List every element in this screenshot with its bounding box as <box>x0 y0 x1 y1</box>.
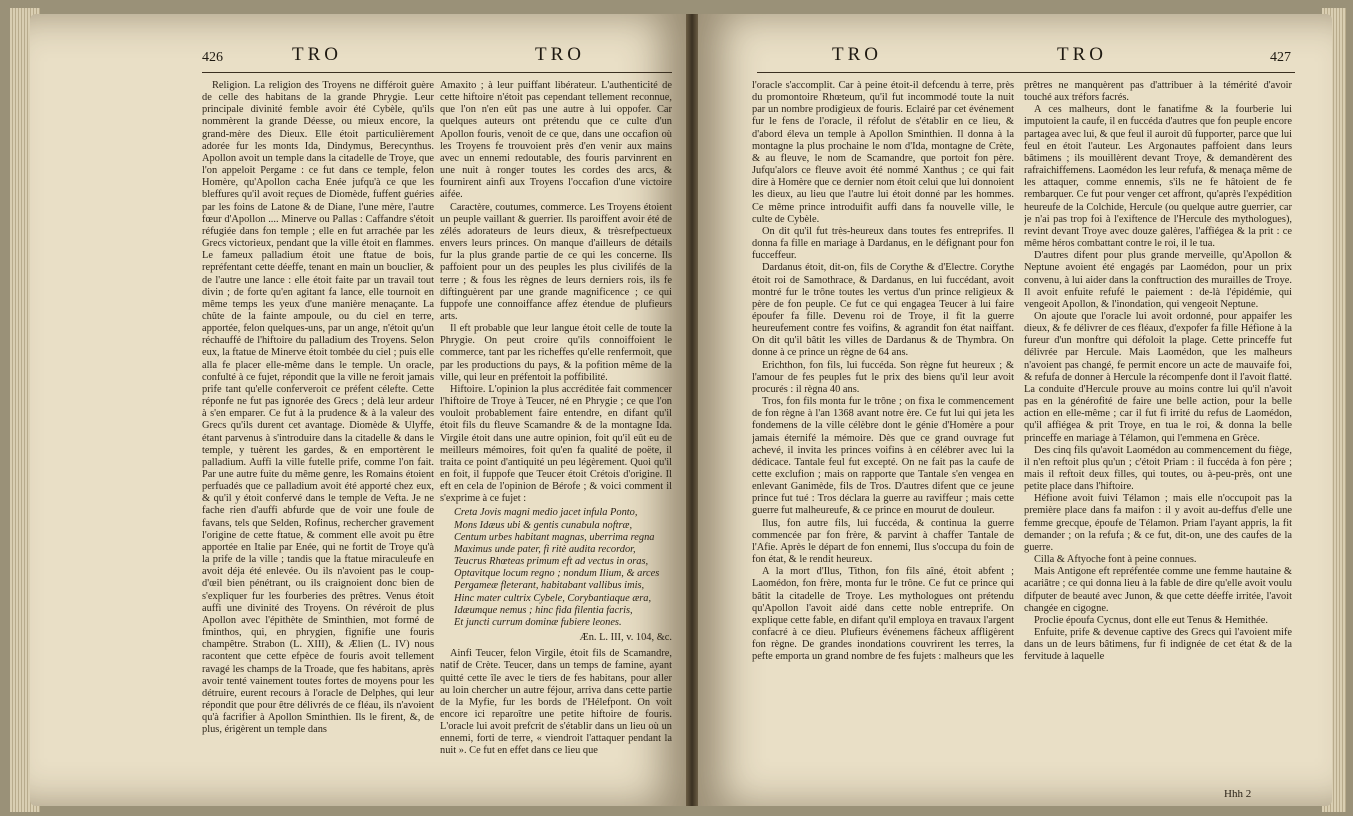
left-header-rule <box>202 72 672 73</box>
paragraph: Enfuite, prife & devenue captive des Grecs qui l'avoient mife dans un de leurs bâtimens, fur fi indignée de cet état & de la fervitude à laquelle <box>1024 627 1292 663</box>
verse-line: Hinc mater cultrix Cybele, Corybantiaque æra, <box>454 592 652 604</box>
left-page-number: 426 <box>202 50 223 65</box>
paragraph: Des cinq fils qu'avoit Laomédon au commencement du fiège, il n'en reftoit plus qu'un ; c'étoit Priam : il fuccéda à fon père ; mais il reftoit deux filles, qui toutes, ou à-peu-près, ont une petite place dans l'hiftoire. <box>1024 444 1292 493</box>
right-column-2 <box>1024 80 1292 790</box>
left-header-col1: TRO <box>292 44 342 65</box>
right-page-number: 427 <box>1270 50 1291 65</box>
verse-line: Teucrus Rhœteas primum eft ad vectus in oras, <box>454 556 649 568</box>
paragraph: Erichthon, fon fils, lui fuccéda. Son règne fut heureux ; & l'amour de fes peuples fut le prix des biens qu'il leur avoit procurés : il règna 40 ans. <box>752 359 1014 395</box>
signature-mark: Hhh 2 <box>1224 788 1252 800</box>
paragraph: Il eft probable que leur langue étoit celle de toute la Phrygie. On peut croire qu'ils connoiffoient le commerce, tant par les richeffes qu'elle renfermoit, que par les productions du pays, & la pofition même de la ville, qui leur en préfentoit la poffibilité. <box>440 323 672 383</box>
paragraph: Tros, fon fils monta fur le trône ; on fixa le commencement de fon règne à l'an 1368 avant notre ère. Ce fut lui qui jeta les fondemens de la ville célèbre dont le génie d'Homère a pour jamais éternifé la mémoire. Dès que ce grand ouvrage fut achevé, il invita les princes voifins à en célébrer avec lui la dédicace. Tantale feul fut excepté. On ne fait pas la caufe de cette exclufion ; mais on rapporte que Tantale s'en vengea en enlevant Ganimède, fils de Tros. D'autres difent que ce jeune prince fut tué : Tros déclara la guerre au raviffeur ; mais cette guerre fut malheureufe, & ce prince en mourut de douleur. <box>752 396 1014 517</box>
paragraph: Ainfi Teucer, felon Virgile, étoit fils de Scamandre, natif de Crète. Teucer, dans un temps de famine, ayant quitté cette île avec le tiers de fes habitans, pour aller au loin chercher un autre féjour, arriva dans cette partie de la Myfie, fur les bords de l'Hélefpont. On voit encore ici reparoître une petite hiftoire de fouris. L'oracle lui avoit prefcrit de s'établir dans un lieu où un ennemi, forti de terre, « viendroit l'attaquer pendant la nuit ». Ce fut en effet dans ce lieu que <box>440 648 672 757</box>
paragraph: Ilus, fon autre fils, lui fuccéda, & continua la guerre commencée par fon frère, & parvint à chaffer Tantale de l'Afie. Après le départ de fon ennemi, Ilus s'occupa du foin de fon état, & le rendit heureux. <box>752 517 1014 566</box>
verse-reference: Æn. L. III, v. 104, &c. <box>579 632 672 644</box>
left-header-col2: TRO <box>535 44 585 65</box>
paragraph: Amaxito ; à leur puiffant libérateur. L'authenticité de cette hiftoire n'étoit pas cependant tellement reconnue, que l'on n'en eût pas une autre à lui oppofer. Car quelques auteurs ont prétendu que ce culte d'un Apollon fouris, venoit de ce que, dans une occafion où les Troyens fe trouvoient près d'en venir aux mains avec un ennemi redoutable, des fouris parvinrent en une nuit à ronger toutes les cordes des arcs, & fournirent ainfi aux Troyens l'occafion d'une victoire aifée. <box>440 80 672 201</box>
latin-verse <box>440 507 672 629</box>
left-column-1 <box>202 80 434 806</box>
right-header-rule <box>757 72 1295 73</box>
paragraph: On ajoute que l'oracle lui avoit ordonné, pour appaifer les dieux, & fe délivrer de ces fléaux, d'expofer fa fille Héfione à la fureur d'un monftre qui défoloit la plage. Cette princeffe fut délivrée par Hercule. Mais Laomédon, que les malheurs n'avoient pas changé, fe permit encore un acte de mauvaife foi, & refufa de donner à Hercule la récompenfe dont il l'avoit flatté. La conduite d'Hercule prouve au moins contre lui qu'il n'avoit pas en la générofité de faire une belle action, pour la belle action en elle-même ; car il fut fi irrité du refus de Laomédon, qu'il affiégea & prit Troye, en tua le roi, & donna la belle princeffe en mariage à Télamon, qui l'emmena en Grèce. <box>1024 310 1292 444</box>
paragraph: D'autres difent pour plus grande merveille, qu'Apollon & Neptune avoient été engagés par Laomédon, pour un prix convenu, à lui aider dans la conftruction des murailles de Troye. Il avoit enfuite refufé le paiement : de-là l'épidémie, qui vengeoit Apollon, & l'inondation, qui vengeoit Neptune. <box>1024 250 1292 310</box>
verse-line: Mons Idæus ubi & gentis cunabula noftræ, <box>454 519 633 531</box>
right-header-col2: TRO <box>1057 44 1107 65</box>
paragraph: Héfione avoit fuivi Télamon ; mais elle n'occupoit pas la première place dans fa maifon : il y avoit au-deffus d'elle une femme grecque, époufe de Télamon. Priam l'ayant appris, la fit demander ; on la refufa ; & ce fut, dit-on, une des caufes de la guerre. <box>1024 493 1292 553</box>
paragraph: A ces malheurs, dont le fanatifme & la fourberie lui imputoient la caufe, il en fuccéda d'autres que fon peuple encore partagea avec lui, & que feul il auroit dû fupporter, parce que lui feul en étoit l'auteur. Les Argonautes paffoient dans leurs bâtimens ; ils mouillèrent devant Troye, & demandèrent des rafraichiffemens. Laomédon les leur refufa, & menaça même de les attaquer, comme ennemis, s'ils ne fe hâtoient de fe rembarquer. Ce fut pour venger cet affront, qu'après l'expédition heureufe de la Colchide, Hercule (ou quelque autre guerrier, car je n'ai pas trop foi à l'exiftence de l'Hercule des mythologues), revint devant Troye avec douze galères, l'affiégea & la prit : ce même héros combattant contre le roi, il le tua. <box>1024 104 1292 250</box>
paragraph: Religion. La religion des Troyens ne différoit guère de celle des habitans de la grande Phrygie. Leur principale divinité femble avoir été Cybèle, qu'ils nommèrent la grande Déesse, ou mieux encore, la grand-mère des Dieux. Elle étoit particulièrement adorée fur les monts Ida, Dindymus, Berecynthus. Apollon avoit un temple dans la citadelle de Troye, que l'on appeloit Pergame : ce fut dans ce temple, felon Homère, qu'Apollon cacha Enée jufqu'à ce que les bleffures qu'il avoit reçues de Diomède, fuffent guéries par les foins de Latone & de Diane, l'une mère, l'autre fœur d'Apollon .... Minerve ou Pallas : Caffandre s'étoit réfugiée dans fon temple ; elle en fut arrachée par les Grecs victorieux, pendant que la ville étoit en flammes. Le fameux palladium étoit une ftatue de bois, repréfentant cette déeffe, tenant en main un bouclier, & de l'autre une lance : elle étoit faite par un travail tout divin ; de forte qu'en agitant fa lance, elle tournoit en même temps les yeux d'une manière menaçante. La chûte de la fainte ampoule, ou du ciel en terre, apportée, felon quelques-uns, par un ange, n'étoit qu'un réchauffé de l'hiftoire du palladium des Troyens. Selon eux, la ftatue de Minerve étoit tombée du ciel ; puis elle alla fe placer elle-même dans le temple. Un oracle, confulté à ce fujet, répondit que la ville ne feroit jamais prife tant qu'elle conferveroit ce préfent célefte. Cette réponfe ne fut pas ignorée des Grecs ; delà leur ardeur à s'en emparer. Ce fut à la prudence & à la valeur des Grecs qu'ils durent cet avantage. Diomède & Ulyffe, étant parvenus à s'introduire dans la citadelle & dans le temple, y tuèrent les gardes, & en emportèrent le palladium. Auffi la ville futelle prife, comme l'on fait. Par une autre fuite du même genre, les Romains étoient perfuadés que ce palladium avoit été apporté chez eux, & qu'il y étoit confervé dans le temple de Vefta. Je ne fache rien d'auffi abfurde que de voir une foule de favans, tels que Selden, Rofinus, rechercher gravement l'origine de cette ftatue, & comment elle avoit pu être apportée en Italie par Enée, qui ne fortit de Troye qu'à la prife de la ville ; tandis que la ftatue miraculeufe en avoit déja été enlevée. Ou ils n'avoient pas le coup-d'œil bien pénétrant, ou ils craignoient donc bien de s'expliquer fur les fourberies des prêtres. Venus étoit auffi une divinité des Troyens. On révéroit de plus Apollon avec l'épithète de Sminthien, mot formé de fminthos, qui, en phrygien, fignifie une fouris champêtre. Strabon (L. XIII), & Ælien (L. IV) nous racontent que cette efpèce de fouris avoit tellement ravagé les champs de la Troade, que fes habitans, après avoir tenté vainement toutes fortes de moyens pour les détruire, eurent recours à l'oracle de Delphes, qui leur répondit que pour être délivrés de ce fléau, ils n'avoient qu'à facrifier à Apollon Sminthien. Ils le firent, &, de plus, érigèrent un temple dans <box>202 80 434 736</box>
verse-line: Optavitque locum regno ; nondum Ilium, & arces <box>454 568 660 580</box>
verse-line: Centum urbes habitant magnas, uberrima regna <box>454 531 655 543</box>
verse-line: Pergameæ fleterant, habitabant vallibus imis, <box>454 580 645 592</box>
verse-line: Idæumque nemus ; hinc fida filentia facris, <box>454 604 633 616</box>
paragraph: l'oracle s'accomplit. Car à peine étoit-il defcendu à terre, près du promontoire Rhœteum, qu'il fut incommodé toute la nuit par un nombre prodigieux de fouris. Eclairé par cet événement fur le fens de l'oracle, il réfolut de s'établir en ce lieu, & d'abord éleva un temple à Apollon Sminthien. Il donna à la montagne la plus prochaine le nom d'Ida, montagne de Crète, & au fleuve, le nom de Scamandre, que portoit fon père. Jufqu'alors ce fleuve avoit été nommé Xanthus ; ce qui fait dire à Homère que ce dernier nom étoit celui que lui donnoient les dieux, au lieu que l'autre lui étoit donné par les hommes. Ce même prince introduifit auffi dans fa nouvelle ville, le culte de Cybèle. <box>752 80 1014 225</box>
paragraph: On dit qu'il fut très-heureux dans toutes fes entreprifes. Il donna fa fille en mariage à Dardanus, en le défignant pour fon fucceffeur. <box>752 225 1014 262</box>
right-header-col1: TRO <box>832 44 882 65</box>
paragraph: Cilla & Aftyoche font à peine connues. <box>1034 554 1197 566</box>
left-page <box>30 14 692 806</box>
left-column-2 <box>440 80 672 806</box>
right-column-1 <box>752 80 1014 806</box>
paragraph: Hiftoire. L'opinion la plus accréditée fait commencer l'hiftoire de Troye à Teucer, né en Phrygie ; ce que l'on vouloit probablement faire entendre, en difant qu'il étoit fils du fleuve Scamandre & de la montagne Ida. Virgile étoit dans une autre opinion, foit qu'il eût eu de meilleurs mémoires, foit qu'en fa qualité de poëte, il traita ce point d'antiquité un peu légèrement. Quoi qu'il en foit, il fuppofe que Teucer étoit Crétois d'origine. Il eft en cela de l'opinion de Bérofe ; & voici comment il s'exprime à ce fujet : <box>440 383 672 505</box>
paragraph: Dardanus étoit, dit-on, fils de Corythe & d'Electre. Corythe étoit roi de Samothrace, & Dardanus, en lui fuccédant, avoit montré fur le trône toutes les vertus d'un prince religieux & père de fon peuple. Ce fut ce qui engagea Teucer à lui faire époufer fa fille. Devenu roi de Troye, il fit la guerre heureufement contre fes voifins, & agrandit fon état naiffant. On dit qu'il bâtit les villes de Dardanus & de Thymbra. On donne à ce prince un règne de 64 ans. <box>752 262 1014 359</box>
paragraph: Caractère, coutumes, commerce. Les Troyens étoient un peuple vaillant & guerrier. Ils paroiffent avoir été de zélés adorateurs de leurs dieux, & trèsrefpectueux envers leurs princes. On manque d'ailleurs de détails fur la plus grande partie de ce qui les concerne. Ils paffoient pour un des peuples les plus civilifés de la terre ; & fous les règnes de leurs derniers rois, ils fe diftinguèrent par une grande magnificence ; ce qui fuppofe une connoiffance affez étendue de plufieurs arts. <box>440 201 672 322</box>
paragraph: A la mort d'Ilus, Tithon, fon fils aîné, étoit abfent ; Laomédon, fon frère, monta fur le trône. Ce fut ce prince qui bâtit la citadelle de Troye. Les mythologues ont prétendu qu'Apollon l'avoit aidé dans cette noble entreprife. On explique cette fable, en difant qu'il employa en travaux l'argent confacré à ce dieu. Plufieurs événemens fâcheux affligèrent fon règne. De grandes inondations couvrirent les terres, la pefte emporta un grand nombre de fes fujets : malheurs que les <box>752 566 1014 663</box>
paragraph: prêtres ne manquèrent pas d'attribuer à la témérité d'avoir touché aux tréfors facrés. <box>1024 80 1292 104</box>
verse-line: Et juncti currum dominæ fubiere leones. <box>454 616 622 628</box>
book-spine <box>686 14 698 806</box>
paragraph: Mais Antigone eft repréfentée comme une femme hautaine & acariâtre ; ce qui donna lieu à la fable de dire qu'elle avoit voulu difputer de beauté avec Junon, & que cette déeffe irritée, l'avoit changée en cigogne. <box>1024 566 1292 614</box>
right-page <box>692 14 1332 806</box>
verse-line: Creta Jovis magni medio jacet infula Ponto, <box>454 507 638 519</box>
verse-line: Maximus unde pater, fi ritè audita recordor, <box>454 543 636 555</box>
paragraph: Proclie époufa Cycnus, dont elle eut Tenus & Hemithée. <box>1034 614 1268 626</box>
